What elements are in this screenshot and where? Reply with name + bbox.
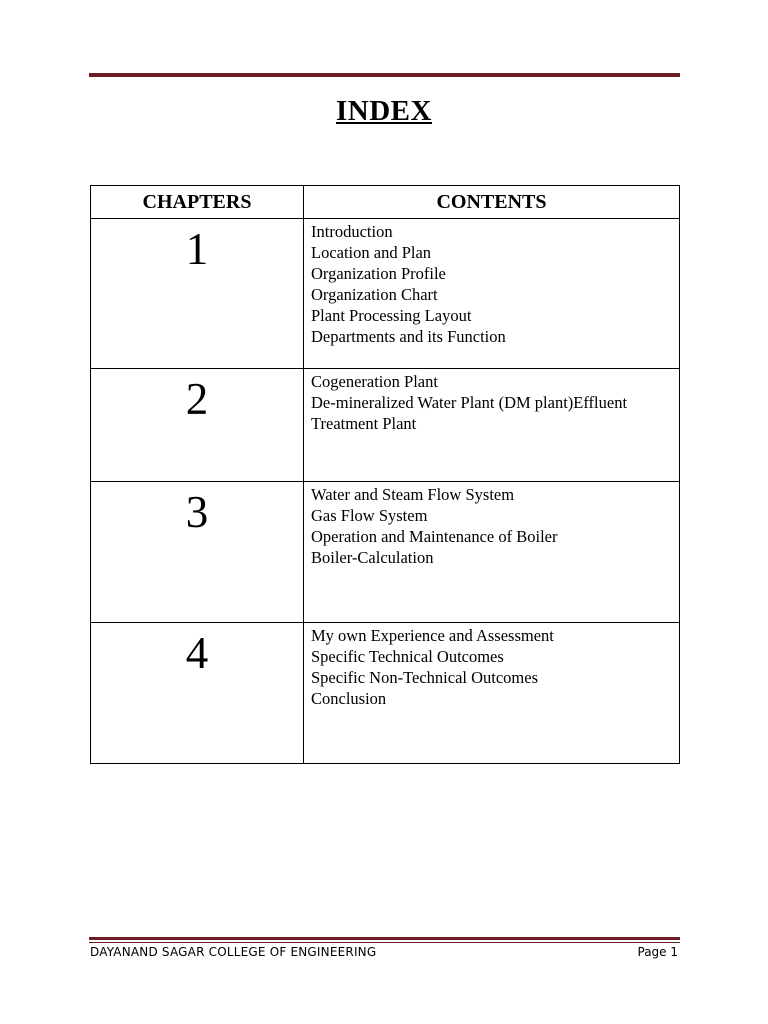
content-item: Location and Plan <box>311 243 432 262</box>
index-table <box>90 185 680 764</box>
content-item: Departments and its Function <box>311 327 506 346</box>
column-header-contents: CONTENTS <box>304 186 680 219</box>
table-row <box>91 482 680 623</box>
content-item: Specific Non-Technical Outcomes <box>311 668 539 687</box>
content-item: Organization Profile <box>311 264 446 283</box>
footer-institution: DAYANAND SAGAR COLLEGE OF ENGINEERING <box>90 945 377 959</box>
content-item: Water and Steam Flow System <box>311 485 515 504</box>
page-title: INDEX <box>336 95 432 127</box>
content-item: Conclusion <box>311 689 387 708</box>
header-rule <box>89 73 680 77</box>
table-header-row <box>91 186 680 219</box>
content-item: Boiler-Calculation <box>311 548 434 567</box>
content-item: Introduction <box>311 222 393 241</box>
content-item: Gas Flow System <box>311 506 428 525</box>
chapter-number: 2 <box>91 369 304 482</box>
content-item: Plant Processing Layout <box>311 306 472 325</box>
chapter-number: 3 <box>91 482 304 623</box>
chapter-contents <box>304 623 680 764</box>
chapter-number: 4 <box>91 623 304 764</box>
content-item: My own Experience and Assessment <box>311 626 554 645</box>
column-header-chapters: CHAPTERS <box>91 186 304 219</box>
content-item: Operation and Maintenance of Boiler <box>311 527 558 546</box>
table-row <box>91 219 680 369</box>
footer-page-number: Page 1 <box>637 945 678 959</box>
table-row <box>91 623 680 764</box>
content-item: Cogeneration Plant <box>311 372 438 391</box>
chapter-number: 1 <box>91 219 304 369</box>
chapter-contents <box>304 482 680 623</box>
chapter-contents <box>304 219 680 369</box>
content-item: Specific Technical Outcomes <box>311 647 504 666</box>
table-row <box>91 369 680 482</box>
footer-rule <box>89 937 680 943</box>
content-item: Organization Chart <box>311 285 438 304</box>
chapter-contents <box>304 369 680 482</box>
content-item: De-mineralized Water Plant (DM plant)Effluent Treatment Plant <box>311 393 628 433</box>
